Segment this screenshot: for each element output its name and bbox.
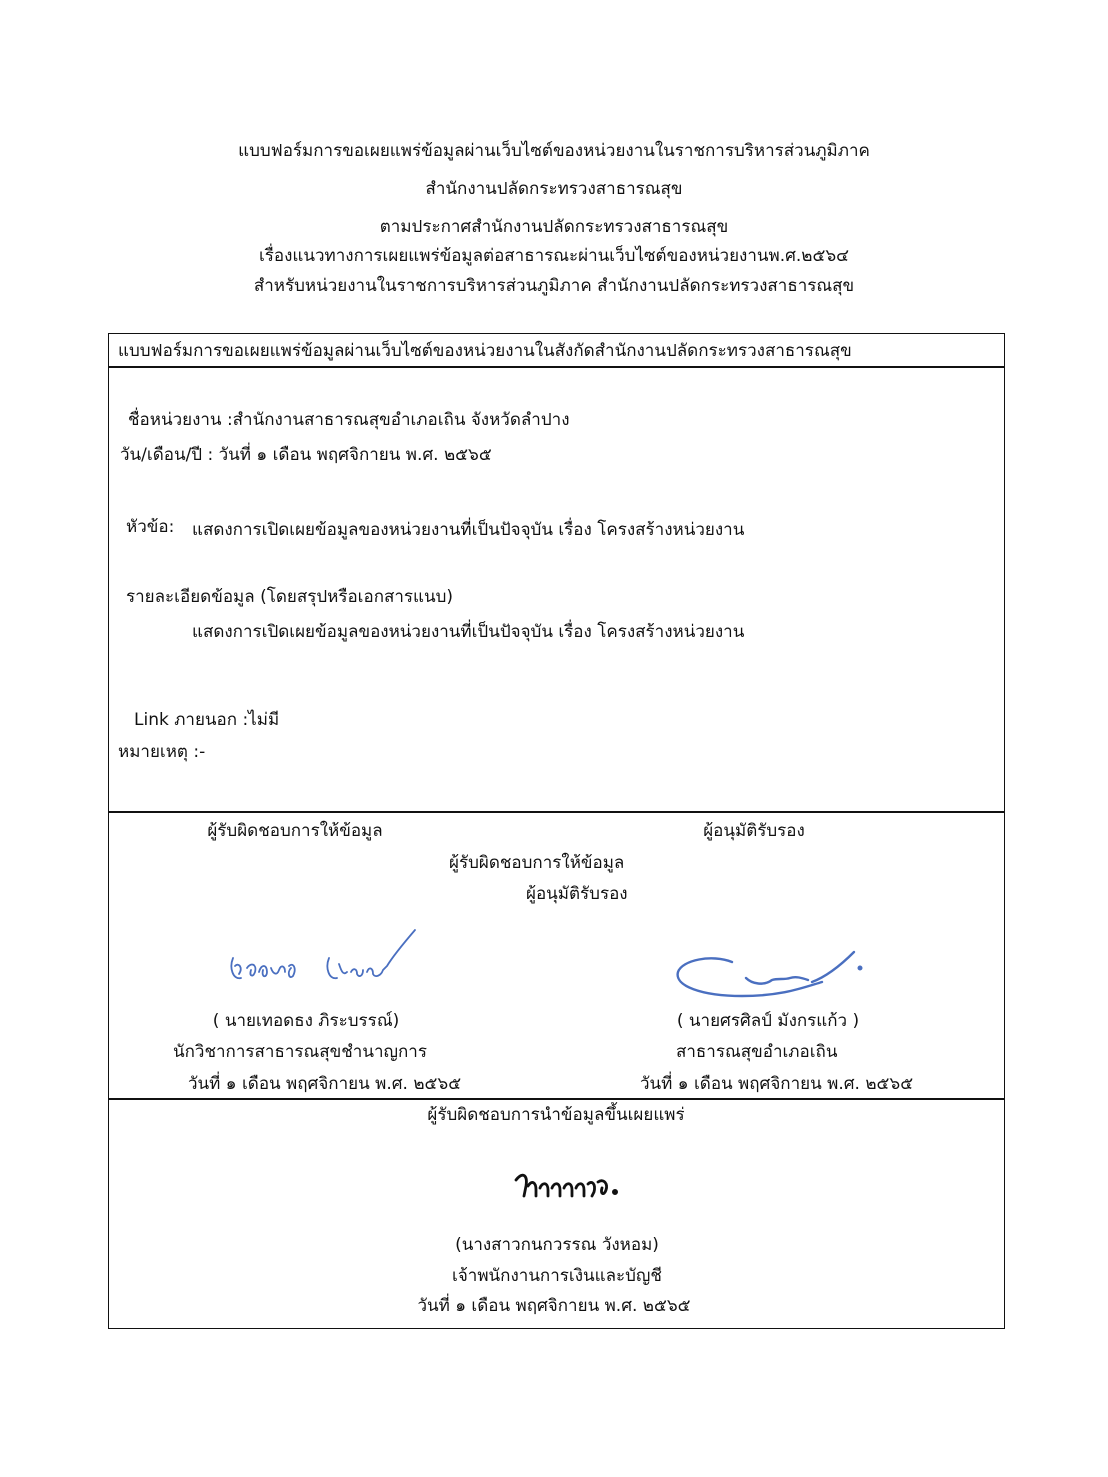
left-signer-date: วันที่ ๑ เดือน พฤศจิกายน พ.ศ. ๒๕๖๕	[188, 1074, 462, 1094]
unit-name: ชื่อหน่วยงาน :สำนักงานสาธารณสุขอำเภอเถิน จังหวัดลำปาง	[128, 410, 570, 430]
publisher-heading: ผู้รับผิดชอบการนำข้อมูลขึ้นเผยแพร่	[427, 1105, 685, 1125]
detail-value: แสดงการเปิดเผยข้อมูลของหน่วยงานที่เป็นปัจจุบัน เรื่อง โครงสร้างหน่วยงาน	[192, 622, 745, 642]
left-signer-name: ( นายเทอดธง ภิระบรรณ์)	[212, 1011, 400, 1031]
topic-value: แสดงการเปิดเผยข้อมูลของหน่วยงานที่เป็นปัจจุบัน เรื่อง โครงสร้างหน่วยงาน	[192, 520, 745, 540]
form-title: แบบฟอร์มการขอเผยแพร่ข้อมูลผ่านเว็บไซต์ของหน่วยงานในสังกัดสำนักงานปลัดกระทรวงสาธารณสุข	[118, 341, 852, 361]
header-line-5: สำหรับหน่วยงานในราชการบริหารส่วนภูมิภาค สำนักงานปลัดกระทรวงสาธารณสุข	[253, 276, 855, 296]
center-line-2: ผู้อนุมัติรับรอง	[526, 884, 628, 904]
detail-label: รายละเอียดข้อมูล (โดยสรุปหรือเอกสารแนบ)	[126, 587, 454, 607]
left-signer-position: นักวิชาการสาธารณสุขชำนาญการ	[173, 1042, 427, 1062]
header-line-4: เรื่องแนวทางการเผยแพร่ข้อมูลต่อสาธารณะผ่านเว็บไซต์ของหน่วยงานพ.ศ.๒๕๖๔	[258, 246, 850, 266]
publisher-date: วันที่ ๑ เดือน พฤศจิกายน พ.ศ. ๒๕๖๕	[417, 1296, 691, 1316]
left-heading: ผู้รับผิดชอบการให้ข้อมูล	[207, 821, 383, 841]
right-signer-name: ( นายศรศิลป์ มังกรแก้ว )	[676, 1011, 860, 1031]
right-signer-position: สาธารณสุขอำเภอเถิน	[676, 1042, 838, 1062]
publisher-signature	[512, 1166, 622, 1206]
right-signer-date: วันที่ ๑ เดือน พฤศจิกายน พ.ศ. ๒๕๖๕	[640, 1074, 914, 1094]
header-line-1: แบบฟอร์มการขอเผยแพร่ข้อมูลผ่านเว็บไซต์ของหน่วยงานในราชการบริหารส่วนภูมิภาค	[238, 141, 870, 161]
form-date: วัน/เดือน/ปี : วันที่ ๑ เดือน พฤศจิกายน พ.ศ. ๒๕๖๕	[120, 445, 492, 465]
header-line-2: สำนักงานปลัดกระทรวงสาธารณสุข	[425, 179, 683, 199]
right-signature	[672, 938, 872, 1004]
header-line-3: ตามประกาศสำนักงานปลัดกระทรวงสาธารณสุข	[379, 217, 729, 237]
right-heading: ผู้อนุมัติรับรอง	[703, 821, 805, 841]
external-link: Link ภายนอก :ไม่มี	[134, 710, 280, 730]
publisher-position: เจ้าพนักงานการเงินและบัญชี	[452, 1266, 662, 1286]
center-line-1: ผู้รับผิดชอบการให้ข้อมูล	[449, 853, 625, 873]
topic-label: หัวข้อ:	[126, 517, 175, 537]
left-signature	[225, 928, 425, 988]
note: หมายเหตุ :-	[118, 742, 206, 762]
publisher-name: (นางสาวกนกวรรณ วังหอม)	[455, 1235, 659, 1255]
